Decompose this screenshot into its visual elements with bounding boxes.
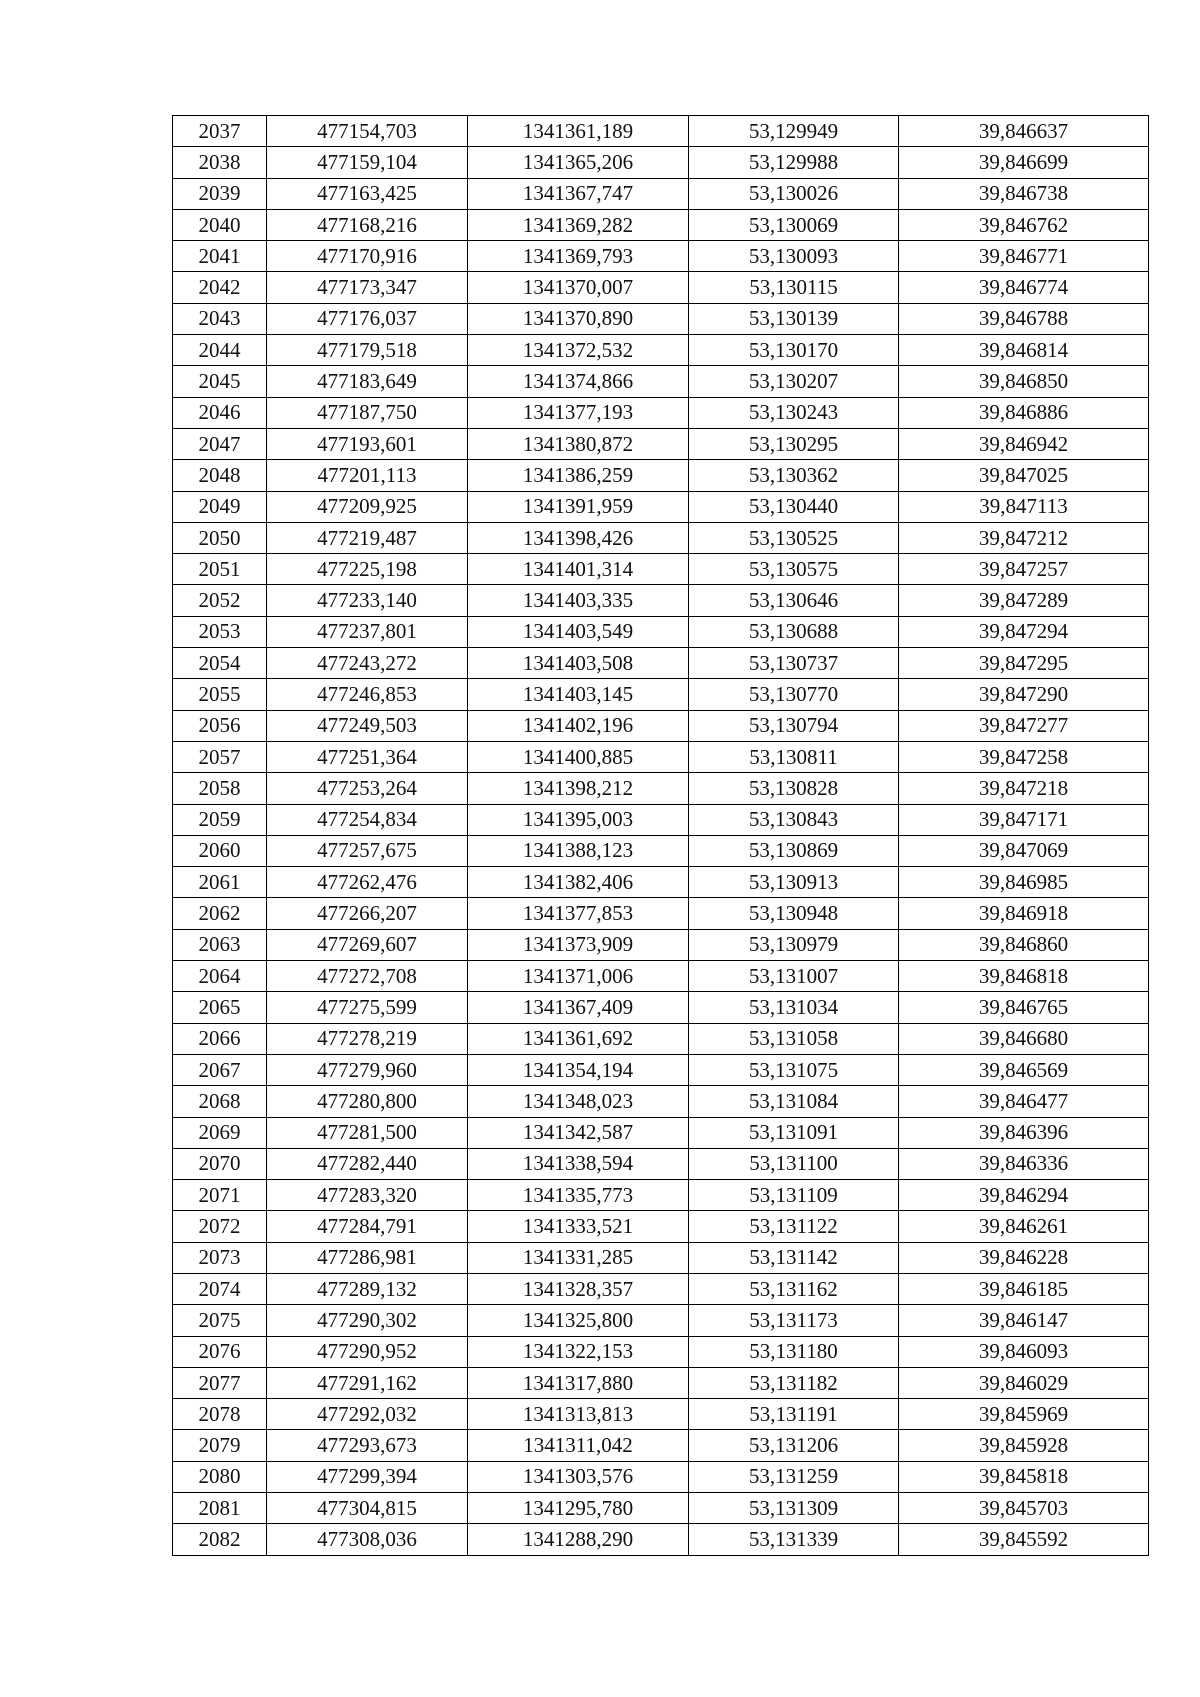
point-number-cell: 2073 [173, 1242, 267, 1273]
table-row [173, 741, 1149, 772]
y-coordinate-cell: 1341402,196 [468, 710, 689, 741]
longitude-cell: 39,846765 [899, 992, 1149, 1023]
x-coordinate-cell: 477154,703 [267, 116, 468, 147]
point-number-cell: 2062 [173, 898, 267, 929]
longitude-cell: 39,845703 [899, 1493, 1149, 1524]
latitude-cell: 53,129988 [689, 147, 899, 178]
longitude-cell: 39,846738 [899, 178, 1149, 209]
table-row [173, 460, 1149, 491]
point-number-cell: 2049 [173, 491, 267, 522]
point-number-cell: 2039 [173, 178, 267, 209]
latitude-cell: 53,131142 [689, 1242, 899, 1273]
x-coordinate-cell: 477266,207 [267, 898, 468, 929]
table-row [173, 1430, 1149, 1461]
point-number-cell: 2038 [173, 147, 267, 178]
x-coordinate-cell: 477286,981 [267, 1242, 468, 1273]
y-coordinate-cell: 1341328,357 [468, 1273, 689, 1304]
point-number-cell: 2064 [173, 961, 267, 992]
longitude-cell: 39,846788 [899, 303, 1149, 334]
x-coordinate-cell: 477179,518 [267, 335, 468, 366]
latitude-cell: 53,130575 [689, 554, 899, 585]
y-coordinate-cell: 1341348,023 [468, 1086, 689, 1117]
point-number-cell: 2074 [173, 1273, 267, 1304]
latitude-cell: 53,130913 [689, 867, 899, 898]
latitude-cell: 53,131075 [689, 1054, 899, 1085]
point-number-cell: 2071 [173, 1180, 267, 1211]
longitude-cell: 39,847212 [899, 522, 1149, 553]
point-number-cell: 2053 [173, 616, 267, 647]
y-coordinate-cell: 1341373,909 [468, 929, 689, 960]
table-row [173, 1461, 1149, 1492]
table-row [173, 366, 1149, 397]
y-coordinate-cell: 1341331,285 [468, 1242, 689, 1273]
x-coordinate-cell: 477308,036 [267, 1524, 468, 1555]
latitude-cell: 53,130979 [689, 929, 899, 960]
table-row [173, 804, 1149, 835]
x-coordinate-cell: 477163,425 [267, 178, 468, 209]
latitude-cell: 53,130770 [689, 679, 899, 710]
table-row [173, 335, 1149, 366]
point-number-cell: 2040 [173, 209, 267, 240]
table-row [173, 961, 1149, 992]
x-coordinate-cell: 477168,216 [267, 209, 468, 240]
latitude-cell: 53,130737 [689, 648, 899, 679]
latitude-cell: 53,131162 [689, 1273, 899, 1304]
latitude-cell: 53,130688 [689, 616, 899, 647]
y-coordinate-cell: 1341369,282 [468, 209, 689, 240]
point-number-cell: 2058 [173, 773, 267, 804]
latitude-cell: 53,131007 [689, 961, 899, 992]
x-coordinate-cell: 477251,364 [267, 741, 468, 772]
point-number-cell: 2054 [173, 648, 267, 679]
point-number-cell: 2076 [173, 1336, 267, 1367]
x-coordinate-cell: 477278,219 [267, 1023, 468, 1054]
x-coordinate-cell: 477275,599 [267, 992, 468, 1023]
table-row [173, 1524, 1149, 1555]
y-coordinate-cell: 1341374,866 [468, 366, 689, 397]
y-coordinate-cell: 1341403,335 [468, 585, 689, 616]
point-number-cell: 2077 [173, 1367, 267, 1398]
latitude-cell: 53,131309 [689, 1493, 899, 1524]
y-coordinate-cell: 1341372,532 [468, 335, 689, 366]
y-coordinate-cell: 1341311,042 [468, 1430, 689, 1461]
x-coordinate-cell: 477225,198 [267, 554, 468, 585]
y-coordinate-cell: 1341403,508 [468, 648, 689, 679]
point-number-cell: 2081 [173, 1493, 267, 1524]
x-coordinate-cell: 477269,607 [267, 929, 468, 960]
table-row [173, 272, 1149, 303]
y-coordinate-cell: 1341313,813 [468, 1399, 689, 1430]
x-coordinate-cell: 477249,503 [267, 710, 468, 741]
y-coordinate-cell: 1341377,193 [468, 397, 689, 428]
latitude-cell: 53,130170 [689, 335, 899, 366]
table-row [173, 178, 1149, 209]
x-coordinate-cell: 477254,834 [267, 804, 468, 835]
longitude-cell: 39,846850 [899, 366, 1149, 397]
longitude-cell: 39,846029 [899, 1367, 1149, 1398]
table-row [173, 303, 1149, 334]
table-row [173, 867, 1149, 898]
y-coordinate-cell: 1341295,780 [468, 1493, 689, 1524]
latitude-cell: 53,131100 [689, 1148, 899, 1179]
x-coordinate-cell: 477170,916 [267, 241, 468, 272]
table-row [173, 1305, 1149, 1336]
longitude-cell: 39,846261 [899, 1211, 1149, 1242]
x-coordinate-cell: 477283,320 [267, 1180, 468, 1211]
longitude-cell: 39,847295 [899, 648, 1149, 679]
longitude-cell: 39,846477 [899, 1086, 1149, 1117]
y-coordinate-cell: 1341403,145 [468, 679, 689, 710]
y-coordinate-cell: 1341317,880 [468, 1367, 689, 1398]
x-coordinate-cell: 477257,675 [267, 835, 468, 866]
y-coordinate-cell: 1341370,890 [468, 303, 689, 334]
y-coordinate-cell: 1341333,521 [468, 1211, 689, 1242]
x-coordinate-cell: 477304,815 [267, 1493, 468, 1524]
latitude-cell: 53,130869 [689, 835, 899, 866]
latitude-cell: 53,129949 [689, 116, 899, 147]
y-coordinate-cell: 1341322,153 [468, 1336, 689, 1367]
table-row [173, 397, 1149, 428]
longitude-cell: 39,847257 [899, 554, 1149, 585]
point-number-cell: 2080 [173, 1461, 267, 1492]
table-row [173, 1180, 1149, 1211]
table-row [173, 1086, 1149, 1117]
point-number-cell: 2070 [173, 1148, 267, 1179]
table-row [173, 1023, 1149, 1054]
x-coordinate-cell: 477279,960 [267, 1054, 468, 1085]
longitude-cell: 39,846185 [899, 1273, 1149, 1304]
longitude-cell: 39,847171 [899, 804, 1149, 835]
table-row [173, 992, 1149, 1023]
latitude-cell: 53,130525 [689, 522, 899, 553]
longitude-cell: 39,846294 [899, 1180, 1149, 1211]
y-coordinate-cell: 1341371,006 [468, 961, 689, 992]
x-coordinate-cell: 477291,162 [267, 1367, 468, 1398]
point-number-cell: 2045 [173, 366, 267, 397]
y-coordinate-cell: 1341382,406 [468, 867, 689, 898]
x-coordinate-cell: 477193,601 [267, 428, 468, 459]
y-coordinate-cell: 1341403,549 [468, 616, 689, 647]
longitude-cell: 39,847290 [899, 679, 1149, 710]
table-row [173, 1242, 1149, 1273]
longitude-cell: 39,845818 [899, 1461, 1149, 1492]
latitude-cell: 53,130948 [689, 898, 899, 929]
point-number-cell: 2043 [173, 303, 267, 334]
table-row [173, 929, 1149, 960]
x-coordinate-cell: 477272,708 [267, 961, 468, 992]
x-coordinate-cell: 477253,264 [267, 773, 468, 804]
latitude-cell: 53,130362 [689, 460, 899, 491]
point-number-cell: 2063 [173, 929, 267, 960]
longitude-cell: 39,847294 [899, 616, 1149, 647]
longitude-cell: 39,846147 [899, 1305, 1149, 1336]
latitude-cell: 53,131191 [689, 1399, 899, 1430]
latitude-cell: 53,130093 [689, 241, 899, 272]
longitude-cell: 39,846699 [899, 147, 1149, 178]
table-row [173, 710, 1149, 741]
table-row [173, 773, 1149, 804]
point-number-cell: 2059 [173, 804, 267, 835]
latitude-cell: 53,130207 [689, 366, 899, 397]
table-row [173, 1117, 1149, 1148]
latitude-cell: 53,131173 [689, 1305, 899, 1336]
longitude-cell: 39,846336 [899, 1148, 1149, 1179]
longitude-cell: 39,846818 [899, 961, 1149, 992]
y-coordinate-cell: 1341388,123 [468, 835, 689, 866]
longitude-cell: 39,847218 [899, 773, 1149, 804]
y-coordinate-cell: 1341377,853 [468, 898, 689, 929]
latitude-cell: 53,131206 [689, 1430, 899, 1461]
y-coordinate-cell: 1341288,290 [468, 1524, 689, 1555]
latitude-cell: 53,131058 [689, 1023, 899, 1054]
point-number-cell: 2061 [173, 867, 267, 898]
y-coordinate-cell: 1341398,426 [468, 522, 689, 553]
longitude-cell: 39,846637 [899, 116, 1149, 147]
longitude-cell: 39,846814 [899, 335, 1149, 366]
x-coordinate-cell: 477243,272 [267, 648, 468, 679]
table-row [173, 491, 1149, 522]
longitude-cell: 39,846942 [899, 428, 1149, 459]
point-number-cell: 2082 [173, 1524, 267, 1555]
point-number-cell: 2047 [173, 428, 267, 459]
y-coordinate-cell: 1341391,959 [468, 491, 689, 522]
point-number-cell: 2067 [173, 1054, 267, 1085]
point-number-cell: 2044 [173, 335, 267, 366]
latitude-cell: 53,130139 [689, 303, 899, 334]
x-coordinate-cell: 477209,925 [267, 491, 468, 522]
point-number-cell: 2046 [173, 397, 267, 428]
table-row [173, 522, 1149, 553]
x-coordinate-cell: 477281,500 [267, 1117, 468, 1148]
longitude-cell: 39,847277 [899, 710, 1149, 741]
longitude-cell: 39,846985 [899, 867, 1149, 898]
latitude-cell: 53,131091 [689, 1117, 899, 1148]
y-coordinate-cell: 1341398,212 [468, 773, 689, 804]
point-number-cell: 2075 [173, 1305, 267, 1336]
longitude-cell: 39,846860 [899, 929, 1149, 960]
y-coordinate-cell: 1341395,003 [468, 804, 689, 835]
table-row [173, 835, 1149, 866]
latitude-cell: 53,130811 [689, 741, 899, 772]
longitude-cell: 39,846918 [899, 898, 1149, 929]
table-row [173, 585, 1149, 616]
longitude-cell: 39,846396 [899, 1117, 1149, 1148]
table-row [173, 898, 1149, 929]
coordinates-table-body [173, 116, 1149, 1556]
x-coordinate-cell: 477176,037 [267, 303, 468, 334]
point-number-cell: 2042 [173, 272, 267, 303]
point-number-cell: 2051 [173, 554, 267, 585]
latitude-cell: 53,131182 [689, 1367, 899, 1398]
latitude-cell: 53,131180 [689, 1336, 899, 1367]
table-row [173, 616, 1149, 647]
longitude-cell: 39,845928 [899, 1430, 1149, 1461]
table-row [173, 1054, 1149, 1085]
table-row [173, 1336, 1149, 1367]
x-coordinate-cell: 477237,801 [267, 616, 468, 647]
latitude-cell: 53,130243 [689, 397, 899, 428]
point-number-cell: 2065 [173, 992, 267, 1023]
y-coordinate-cell: 1341401,314 [468, 554, 689, 585]
y-coordinate-cell: 1341400,885 [468, 741, 689, 772]
x-coordinate-cell: 477282,440 [267, 1148, 468, 1179]
latitude-cell: 53,130646 [689, 585, 899, 616]
point-number-cell: 2048 [173, 460, 267, 491]
latitude-cell: 53,131034 [689, 992, 899, 1023]
longitude-cell: 39,845592 [899, 1524, 1149, 1555]
x-coordinate-cell: 477284,791 [267, 1211, 468, 1242]
latitude-cell: 53,130295 [689, 428, 899, 459]
y-coordinate-cell: 1341342,587 [468, 1117, 689, 1148]
y-coordinate-cell: 1341338,594 [468, 1148, 689, 1179]
latitude-cell: 53,130794 [689, 710, 899, 741]
y-coordinate-cell: 1341369,793 [468, 241, 689, 272]
latitude-cell: 53,130843 [689, 804, 899, 835]
point-number-cell: 2068 [173, 1086, 267, 1117]
y-coordinate-cell: 1341361,189 [468, 116, 689, 147]
x-coordinate-cell: 477290,952 [267, 1336, 468, 1367]
point-number-cell: 2060 [173, 835, 267, 866]
table-row [173, 241, 1149, 272]
latitude-cell: 53,130828 [689, 773, 899, 804]
y-coordinate-cell: 1341325,800 [468, 1305, 689, 1336]
y-coordinate-cell: 1341380,872 [468, 428, 689, 459]
y-coordinate-cell: 1341354,194 [468, 1054, 689, 1085]
x-coordinate-cell: 477173,347 [267, 272, 468, 303]
point-number-cell: 2052 [173, 585, 267, 616]
latitude-cell: 53,130026 [689, 178, 899, 209]
y-coordinate-cell: 1341370,007 [468, 272, 689, 303]
point-number-cell: 2079 [173, 1430, 267, 1461]
point-number-cell: 2078 [173, 1399, 267, 1430]
latitude-cell: 53,130115 [689, 272, 899, 303]
latitude-cell: 53,131109 [689, 1180, 899, 1211]
y-coordinate-cell: 1341367,409 [468, 992, 689, 1023]
x-coordinate-cell: 477299,394 [267, 1461, 468, 1492]
longitude-cell: 39,847025 [899, 460, 1149, 491]
y-coordinate-cell: 1341367,747 [468, 178, 689, 209]
y-coordinate-cell: 1341365,206 [468, 147, 689, 178]
x-coordinate-cell: 477219,487 [267, 522, 468, 553]
table-row [173, 428, 1149, 459]
y-coordinate-cell: 1341335,773 [468, 1180, 689, 1211]
latitude-cell: 53,131339 [689, 1524, 899, 1555]
table-row [173, 554, 1149, 585]
longitude-cell: 39,846774 [899, 272, 1149, 303]
point-number-cell: 2066 [173, 1023, 267, 1054]
y-coordinate-cell: 1341303,576 [468, 1461, 689, 1492]
x-coordinate-cell: 477246,853 [267, 679, 468, 710]
longitude-cell: 39,847289 [899, 585, 1149, 616]
point-number-cell: 2057 [173, 741, 267, 772]
table-row [173, 1493, 1149, 1524]
latitude-cell: 53,131259 [689, 1461, 899, 1492]
longitude-cell: 39,846762 [899, 209, 1149, 240]
point-number-cell: 2055 [173, 679, 267, 710]
point-number-cell: 2037 [173, 116, 267, 147]
longitude-cell: 39,847258 [899, 741, 1149, 772]
x-coordinate-cell: 477201,113 [267, 460, 468, 491]
longitude-cell: 39,846093 [899, 1336, 1149, 1367]
latitude-cell: 53,130069 [689, 209, 899, 240]
longitude-cell: 39,847113 [899, 491, 1149, 522]
point-number-cell: 2069 [173, 1117, 267, 1148]
table-row [173, 648, 1149, 679]
longitude-cell: 39,846680 [899, 1023, 1149, 1054]
x-coordinate-cell: 477290,302 [267, 1305, 468, 1336]
y-coordinate-cell: 1341361,692 [468, 1023, 689, 1054]
x-coordinate-cell: 477293,673 [267, 1430, 468, 1461]
longitude-cell: 39,847069 [899, 835, 1149, 866]
x-coordinate-cell: 477183,649 [267, 366, 468, 397]
x-coordinate-cell: 477187,750 [267, 397, 468, 428]
x-coordinate-cell: 477159,104 [267, 147, 468, 178]
table-row [173, 209, 1149, 240]
point-number-cell: 2050 [173, 522, 267, 553]
table-row [173, 147, 1149, 178]
table-row [173, 1273, 1149, 1304]
point-number-cell: 2041 [173, 241, 267, 272]
table-row [173, 1399, 1149, 1430]
latitude-cell: 53,131122 [689, 1211, 899, 1242]
point-number-cell: 2056 [173, 710, 267, 741]
table-row [173, 116, 1149, 147]
table-row [173, 1211, 1149, 1242]
point-number-cell: 2072 [173, 1211, 267, 1242]
x-coordinate-cell: 477280,800 [267, 1086, 468, 1117]
latitude-cell: 53,131084 [689, 1086, 899, 1117]
x-coordinate-cell: 477292,032 [267, 1399, 468, 1430]
longitude-cell: 39,846886 [899, 397, 1149, 428]
y-coordinate-cell: 1341386,259 [468, 460, 689, 491]
coordinates-table [172, 115, 1149, 1556]
longitude-cell: 39,846771 [899, 241, 1149, 272]
table-row [173, 1148, 1149, 1179]
longitude-cell: 39,845969 [899, 1399, 1149, 1430]
longitude-cell: 39,846569 [899, 1054, 1149, 1085]
latitude-cell: 53,130440 [689, 491, 899, 522]
x-coordinate-cell: 477233,140 [267, 585, 468, 616]
x-coordinate-cell: 477262,476 [267, 867, 468, 898]
table-row [173, 1367, 1149, 1398]
longitude-cell: 39,846228 [899, 1242, 1149, 1273]
table-row [173, 679, 1149, 710]
x-coordinate-cell: 477289,132 [267, 1273, 468, 1304]
